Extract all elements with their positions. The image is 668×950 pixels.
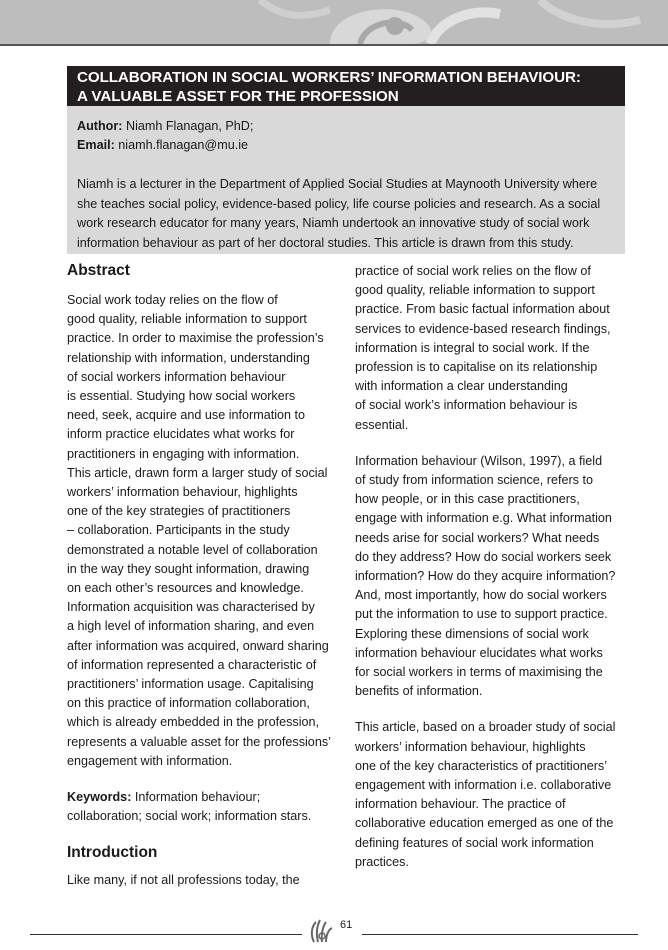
abstract-body	[67, 291, 345, 771]
body-line: one of the key characteristics of practitioners’	[355, 758, 607, 773]
body-line: benefits of information.	[355, 684, 483, 699]
article-title-line: A VALUABLE ASSET FOR THE PROFESSION	[77, 88, 399, 105]
body-line: engagement with information i.e. collaborative	[355, 778, 612, 793]
body-line: how people, or in this case practitioners,	[355, 492, 580, 507]
body-line: do they address? How do social workers seek	[355, 549, 612, 564]
body-line: essential.	[355, 417, 409, 432]
keywords-block	[67, 788, 345, 826]
author-label: Author:	[77, 119, 123, 133]
keywords-values: Information behaviour;	[131, 790, 261, 805]
abstract-line: practitioners’ information usage. Capitalising	[67, 677, 314, 692]
abstract-line: of information represented a characteristic of	[67, 657, 317, 672]
body-line: information behaviour elucidates what works	[355, 645, 603, 660]
left-column	[67, 260, 345, 891]
body-line: information? How do they acquire information?	[355, 569, 616, 584]
body-line: workers’ information behaviour, highlights	[355, 739, 586, 754]
introduction-first-line: Like many, if not all professions today, the	[67, 873, 300, 888]
body-line: Exploring these dimensions of social work	[355, 626, 589, 641]
body-line: defining features of social work information	[355, 835, 594, 850]
body-line: Information behaviour (Wilson, 1997), a field	[355, 453, 603, 468]
author-line	[77, 117, 615, 136]
abstract-line: workers’ information behaviour, highlights	[67, 485, 298, 500]
abstract-line: on each other’s resources and knowledge.	[67, 581, 304, 596]
paragraph-information-behaviour	[355, 452, 633, 702]
right-column	[355, 262, 633, 872]
body-line: information is integral to social work. If the	[355, 340, 590, 355]
body-line: with information a clear understanding	[355, 379, 568, 394]
abstract-heading: Abstract	[67, 262, 130, 279]
abstract-line: demonstrated a notable level of collaboration	[67, 542, 318, 557]
abstract-line: relationship with information, understanding	[67, 350, 310, 365]
keywords-line: collaboration; social work; information stars.	[67, 809, 312, 824]
body-line: for social workers in terms of maximising the	[355, 665, 603, 680]
abstract-line: on this practice of information collaboration,	[67, 696, 310, 711]
body-line: of social work’s information behaviour is	[355, 398, 578, 413]
abstract-line: inform practice elucidates what works for	[67, 427, 295, 442]
body-line: needs arise for social workers? What needs	[355, 530, 600, 545]
body-line: profession is to capitalise on its relationship	[355, 360, 598, 375]
abstract-line: represents a valuable asset for the professions’	[67, 734, 331, 749]
abstract-line: Social work today relies on the flow of	[67, 293, 278, 307]
abstract-line: This article, drawn form a larger study of social	[67, 465, 328, 480]
body-line: And, most importantly, how do social workers	[355, 588, 607, 603]
abstract-line: in the way they sought information, drawing	[67, 561, 310, 576]
bio-line: she teaches social policy, evidence-based policy, life course policies and research. As a social	[77, 196, 601, 211]
body-line: practice of social work relies on the flow of	[355, 264, 591, 278]
body-line: practices.	[355, 854, 409, 869]
abstract-line: is essential. Studying how social workers	[67, 389, 296, 404]
author-info-box	[67, 106, 625, 254]
body-line: services to evidence-based research findings,	[355, 321, 611, 336]
abstract-line: good quality, reliable information to support	[67, 312, 307, 327]
body-line: information behaviour. The practice of	[355, 797, 566, 812]
keywords-line	[67, 788, 345, 807]
abstract-line: practitioners in engaging with information.	[67, 446, 300, 461]
body-line: collaborative education emerged as one of the	[355, 816, 614, 831]
article-title-line: COLLABORATION IN SOCIAL WORKERS’ INFORMATION BEHAVIOUR:	[77, 69, 581, 86]
header-swirl-graphic	[0, 0, 668, 44]
page-number: 61	[340, 919, 353, 931]
bio-line: work research educator for many years, Niamh undertook an innovative study of social work	[77, 216, 590, 230]
body-line: practice. From basic factual information about	[355, 302, 610, 317]
author-name: Niamh Flanagan, PhD;	[125, 119, 254, 133]
abstract-line: after information was acquired, onward sharing	[67, 638, 329, 653]
introduction-heading: Introduction	[67, 844, 158, 862]
abstract-line: need, seek, acquire and use information to	[67, 408, 306, 423]
email-line	[77, 136, 615, 155]
header-decorative-band	[0, 0, 668, 46]
keywords-label: Keywords:	[67, 790, 132, 805]
footer-hand-logo-icon	[308, 916, 336, 944]
paragraph-practice	[355, 262, 633, 435]
email-label: Email:	[77, 138, 115, 152]
abstract-line: a high level of information sharing, and even	[67, 619, 315, 634]
abstract-line: engagement with information.	[67, 753, 233, 768]
body-line: engage with information e.g. What information	[355, 511, 612, 526]
footer-rule-right	[362, 934, 638, 935]
bio-line: information behaviour as part of her doctoral studies. This article is drawn from this study.	[77, 235, 574, 250]
email-address[interactable]: niamh.flanagan@mu.ie	[118, 138, 248, 152]
body-line: of study from information science, refers to	[355, 473, 593, 488]
abstract-line: which is already embedded in the profession,	[67, 715, 320, 730]
bio-line: Niamh is a lecturer in the Department of Applied Social Studies at Maynooth University where	[77, 177, 598, 191]
abstract-line: one of the key strategies of practitioners	[67, 504, 291, 519]
body-line: good quality, reliable information to support	[355, 283, 595, 298]
author-bio	[77, 175, 615, 253]
body-line: This article, based on a broader study of social	[355, 720, 616, 735]
body-line: put the information to use to support practice.	[355, 607, 608, 622]
footer-rule-left	[30, 934, 302, 935]
paragraph-this-article	[355, 718, 633, 872]
abstract-line: of social workers information behaviour	[67, 369, 286, 384]
article-title-banner	[67, 66, 625, 106]
abstract-line: practice. In order to maximise the profession’s	[67, 331, 324, 346]
abstract-line: – collaboration. Participants in the study	[67, 523, 290, 538]
abstract-line: Information acquisition was characterised by	[67, 600, 315, 615]
